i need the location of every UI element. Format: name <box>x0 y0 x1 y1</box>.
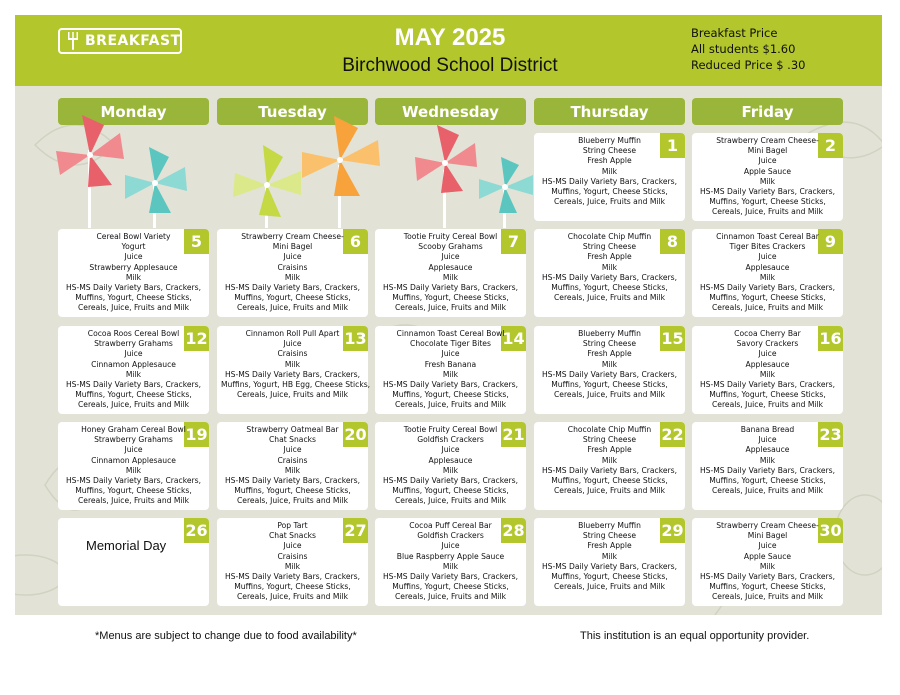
menu-list <box>538 136 681 207</box>
menu-item: String Cheese <box>582 339 637 349</box>
menu-item: Muffins, Yogurt, Cheese Sticks, <box>709 582 826 592</box>
menu-item: Strawberry Cream Cheese- <box>716 136 819 145</box>
menu-item: Cereals, Juice, Fruits and Milk <box>711 486 824 496</box>
menu-list <box>538 232 681 303</box>
day-cell-tuesday <box>217 229 368 317</box>
date-badge: 30 <box>818 518 843 543</box>
menu-item: Milk <box>284 465 301 475</box>
menu-item: Strawberry Grahams <box>94 435 173 445</box>
menu-item: Cereals, Juice, Fruits and Milk <box>711 400 824 410</box>
menu-item: HS-MS Daily Variety Bars, Crackers, <box>224 572 361 582</box>
menu-item: Mini Bagel <box>747 146 788 156</box>
date-badge: 2 <box>818 133 843 158</box>
date-badge: 21 <box>501 422 526 447</box>
menu-item: Muffins, Yogurt, Cheese Sticks, <box>392 582 509 592</box>
menu-item: Chocolate Chip Muffin <box>567 425 652 434</box>
menu-item: Muffins, Yogurt, Cheese Sticks, <box>709 197 826 207</box>
menu-item: Cereals, Juice, Fruits and Milk <box>553 486 666 496</box>
menu-item: Mini Bagel <box>272 242 313 252</box>
pinwheel-icon <box>56 115 124 228</box>
menu-item: String Cheese <box>582 531 637 541</box>
menu-item: Juice <box>441 541 460 551</box>
menu-item: Cereals, Juice, Fruits and Milk <box>236 496 349 506</box>
menu-item: Muffins, Yogurt, Cheese Sticks, <box>709 390 826 400</box>
menu-item: Chat Snacks <box>269 531 316 541</box>
menu-item: Muffins, Yogurt, Cheese Sticks, <box>709 476 826 486</box>
menu-item: Cocoa Puff Cereal Bar <box>409 521 492 530</box>
menu-item: Juice <box>758 541 777 551</box>
date-badge: 16 <box>818 326 843 351</box>
menu-item: Apple Sauce <box>743 551 792 561</box>
menu-item: HS-MS Daily Variety Bars, Crackers, <box>382 572 519 582</box>
menu-item: Applesauce <box>428 262 473 272</box>
pinwheel-icon <box>233 145 301 228</box>
menu-item: Muffins, Yogurt, Cheese Sticks, <box>75 486 192 496</box>
menu-item: HS-MS Daily Variety Bars, Crackers, <box>65 476 202 486</box>
menu-item: Tootie Fruity Cereal Bowl <box>403 232 498 241</box>
day-cell-thursday <box>534 518 685 606</box>
menu-item: Mini Bagel <box>747 531 788 541</box>
menu-item: Scooby Grahams <box>418 242 483 252</box>
menu-item: Fresh Apple <box>587 541 632 551</box>
menu-item: Muffins, Yogurt, Cheese Sticks, <box>392 390 509 400</box>
day-header-wednesday: Wednesday <box>375 98 526 125</box>
date-badge: 23 <box>818 422 843 447</box>
menu-item: Cereal Bowl Variety <box>96 232 171 241</box>
menu-item: Cereals, Juice, Fruits and Milk <box>236 303 349 313</box>
menu-item: Goldfish Crackers <box>417 435 484 445</box>
menu-item: Cereals, Juice, Fruits and Milk <box>711 303 824 313</box>
day-header-tuesday: Tuesday <box>217 98 368 125</box>
menu-item: HS-MS Daily Variety Bars, Crackers, <box>65 283 202 293</box>
menu-item: Blueberry Muffin <box>578 329 641 338</box>
menu-item: Muffins, Yogurt, Cheese Sticks, <box>551 187 668 197</box>
menu-item: Cereals, Juice, Fruits and Milk <box>553 582 666 592</box>
menu-item: Cereals, Juice, Fruits and Milk <box>77 303 190 313</box>
menu-item: Craisins <box>277 455 308 465</box>
day-cell-tuesday <box>217 518 368 606</box>
menu-item: Juice <box>283 252 302 262</box>
menu-item: Yogurt <box>121 242 146 252</box>
menu-item: HS-MS Daily Variety Bars, Crackers, <box>541 272 678 282</box>
menu-list <box>696 232 839 314</box>
menu-item: Muffins, Yogurt, Cheese Sticks, <box>75 293 192 303</box>
menu-item: Juice <box>441 252 460 262</box>
menu-item: Blueberry Muffin <box>578 136 641 145</box>
menu-item: Banana Bread <box>740 425 795 434</box>
menu-item: Cinnamon Applesauce <box>91 359 176 369</box>
menu-item: Muffins, Yogurt, Cheese Sticks, <box>75 390 192 400</box>
menu-item: Blue Raspberry Apple Sauce <box>396 551 505 561</box>
day-cell-tuesday <box>217 422 368 510</box>
pinwheel-decoration <box>15 15 535 231</box>
menu-item: Fresh Apple <box>587 349 632 359</box>
menu-item: Fresh Apple <box>587 156 632 166</box>
day-cell-thursday <box>534 229 685 317</box>
menu-list <box>62 329 205 411</box>
day-cell-monday <box>58 518 209 606</box>
menu-item: HS-MS Daily Variety Bars, Crackers, <box>382 283 519 293</box>
menu-item: Muffins, Yogurt, Cheese Sticks, <box>392 293 509 303</box>
date-badge: 5 <box>184 229 209 254</box>
menu-item: Cinnamon Toast Cereal Bowl <box>396 329 505 338</box>
menu-item: Juice <box>758 156 777 166</box>
menu-item: Milk <box>125 272 142 282</box>
menu-item: HS-MS Daily Variety Bars, Crackers, <box>541 176 678 186</box>
menu-item: HS-MS Daily Variety Bars, Crackers, <box>541 465 678 475</box>
menu-item: Milk <box>601 455 618 465</box>
menu-list <box>538 521 681 592</box>
menu-item: Muffins, Yogurt, Cheese Sticks, <box>551 380 668 390</box>
menu-item: Cereals, Juice, Fruits and Milk <box>394 496 507 506</box>
menu-item: HS-MS Daily Variety Bars, Crackers, <box>382 380 519 390</box>
menu-item: Juice <box>441 445 460 455</box>
day-cell-friday <box>692 518 843 606</box>
menu-item: Cereals, Juice, Fruits and Milk <box>553 390 666 400</box>
menu-list <box>379 425 522 507</box>
menu-item: Cocoa Cherry Bar <box>734 329 801 338</box>
pinwheel-icon <box>479 157 533 228</box>
menu-item: Milk <box>442 272 459 282</box>
menu-item: Chocolate Chip Muffin <box>567 232 652 241</box>
date-badge: 9 <box>818 229 843 254</box>
menu-item: Cocoa Roos Cereal Bowl <box>87 329 180 338</box>
date-badge: 6 <box>343 229 368 254</box>
menu-list <box>696 136 839 218</box>
menu-list <box>221 521 364 603</box>
menu-item: Fresh Banana <box>424 359 477 369</box>
menu-item: Applesauce <box>745 445 790 455</box>
menu-list <box>221 425 364 507</box>
date-badge: 20 <box>343 422 368 447</box>
menu-item: Applesauce <box>745 359 790 369</box>
menu-item: Milk <box>759 176 776 186</box>
menu-item: Cereals, Juice, Fruits and Milk <box>236 592 349 602</box>
menu-item: Milk <box>284 359 301 369</box>
menu-list <box>379 232 522 314</box>
menu-item: Tootie Fruity Cereal Bowl <box>403 425 498 434</box>
menu-list <box>221 232 364 314</box>
footer-disclaimer: *Menus are subject to change due to food availability* <box>95 630 357 642</box>
menu-item: Muffins, Yogurt, Cheese Sticks, <box>392 486 509 496</box>
menu-item: Muffins, Yogurt, Cheese Sticks, <box>234 293 351 303</box>
menu-item: Fresh Apple <box>587 252 632 262</box>
date-badge: 27 <box>343 518 368 543</box>
menu-item: Milk <box>284 561 301 571</box>
menu-calendar <box>15 15 882 615</box>
menu-list <box>62 425 205 507</box>
menu-item: Juice <box>441 349 460 359</box>
menu-item: Savory Crackers <box>736 339 799 349</box>
menu-item: HS-MS Daily Variety Bars, Crackers, <box>541 561 678 571</box>
menu-item: Cereals, Juice, Fruits and Milk <box>77 400 190 410</box>
menu-item: Muffins, Yogurt, Cheese Sticks, <box>234 486 351 496</box>
menu-item: Strawberry Cream Cheese- <box>716 521 819 530</box>
menu-item: Muffins, Yogurt, Cheese Sticks, <box>551 283 668 293</box>
date-badge: 22 <box>660 422 685 447</box>
menu-item: Chocolate Tiger Bites <box>410 339 491 349</box>
menu-item: Strawberry Oatmeal Bar <box>246 425 339 434</box>
menu-item: Milk <box>442 561 459 571</box>
menu-item: Milk <box>759 272 776 282</box>
menu-item: Strawberry Applesauce <box>89 262 178 272</box>
price-info <box>691 25 871 73</box>
menu-item: Craisins <box>277 349 308 359</box>
menu-item: Milk <box>759 455 776 465</box>
menu-item: Cereals, Juice, Fruits and Milk <box>236 390 349 400</box>
menu-item: Milk <box>759 369 776 379</box>
menu-item: Cereals, Juice, Fruits and Milk <box>711 207 824 217</box>
menu-list <box>696 329 839 411</box>
menu-item: Juice <box>124 252 143 262</box>
date-badge: 13 <box>343 326 368 351</box>
day-cell-friday <box>692 326 843 414</box>
menu-item: Cereals, Juice, Fruits and Milk <box>553 293 666 303</box>
menu-item: Milk <box>442 465 459 475</box>
menu-item: Fresh Apple <box>587 445 632 455</box>
menu-item: Milk <box>759 561 776 571</box>
day-cell-monday <box>58 229 209 317</box>
menu-list <box>538 329 681 400</box>
menu-item: Juice <box>124 445 143 455</box>
pinwheel-icon <box>415 125 477 228</box>
menu-item: Juice <box>758 435 777 445</box>
price-line: Breakfast Price <box>691 26 778 40</box>
menu-item: Juice <box>283 541 302 551</box>
day-header-monday: Monday <box>58 98 209 125</box>
menu-item: Milk <box>601 551 618 561</box>
price-line: All students $1.60 <box>691 42 796 56</box>
menu-list <box>538 425 681 496</box>
date-badge: 12 <box>184 326 209 351</box>
day-cell-monday <box>58 422 209 510</box>
day-cell-wednesday <box>375 422 526 510</box>
day-cell-thursday <box>534 326 685 414</box>
pinwheel-icon <box>302 116 380 228</box>
day-header-friday: Friday <box>692 98 843 125</box>
menu-item: Muffins, Yogurt, Cheese Sticks, <box>551 572 668 582</box>
menu-item: Applesauce <box>745 262 790 272</box>
date-badge: 15 <box>660 326 685 351</box>
day-cell-friday <box>692 229 843 317</box>
day-cell-monday <box>58 326 209 414</box>
menu-item: Juice <box>758 252 777 262</box>
menu-list <box>62 232 205 314</box>
menu-item: HS-MS Daily Variety Bars, Crackers, <box>224 476 361 486</box>
menu-item: HS-MS Daily Variety Bars, Crackers, <box>382 476 519 486</box>
menu-item: Milk <box>284 272 301 282</box>
date-badge: 26 <box>184 518 209 543</box>
logo-label: BREAKFAST <box>85 33 181 49</box>
menu-item: Muffins, Yogurt, Cheese Sticks, <box>709 293 826 303</box>
menu-item: Blueberry Muffin <box>578 521 641 530</box>
price-line: Reduced Price $ .30 <box>691 58 806 72</box>
day-cell-wednesday <box>375 326 526 414</box>
day-cell-tuesday <box>217 326 371 414</box>
menu-item: Cereals, Juice, Fruits and Milk <box>394 592 507 602</box>
date-badge: 19 <box>184 422 209 447</box>
menu-item: Strawberry Cream Cheese- <box>241 232 344 241</box>
day-cell-wednesday <box>375 518 526 606</box>
menu-item: HS-MS Daily Variety Bars, Crackers, <box>699 572 836 582</box>
page-title: MAY 2025 <box>394 24 506 51</box>
day-header-thursday: Thursday <box>534 98 685 125</box>
menu-item: String Cheese <box>582 146 637 156</box>
menu-item: Juice <box>283 445 302 455</box>
menu-item: Cereals, Juice, Fruits and Milk <box>394 303 507 313</box>
pinwheel-icon <box>125 147 187 228</box>
menu-item: Craisins <box>277 551 308 561</box>
holiday-label: Memorial Day <box>86 538 167 553</box>
menu-item: Cinnamon Roll Pull Apart <box>245 329 340 338</box>
day-cell-friday <box>692 133 843 221</box>
day-cell-thursday <box>534 422 685 510</box>
menu-item: Juice <box>283 339 302 349</box>
menu-item: Applesauce <box>428 455 473 465</box>
menu-item: Muffins, Yogurt, HB Egg, Cheese Sticks, <box>221 380 371 390</box>
menu-item: Muffins, Yogurt, Cheese Sticks, <box>551 476 668 486</box>
menu-list <box>379 329 522 411</box>
menu-item: Honey Graham Cereal Bowl <box>81 425 186 434</box>
menu-item: String Cheese <box>582 242 637 252</box>
menu-item: Cinnamon Applesauce <box>91 455 176 465</box>
menu-item: Milk <box>601 262 618 272</box>
menu-item: Cereals, Juice, Fruits and Milk <box>77 496 190 506</box>
menu-item: Milk <box>125 465 142 475</box>
menu-item: HS-MS Daily Variety Bars, Crackers, <box>224 369 361 379</box>
date-badge: 7 <box>501 229 526 254</box>
menu-item: HS-MS Daily Variety Bars, Crackers, <box>699 465 836 475</box>
menu-item: String Cheese <box>582 435 637 445</box>
menu-item: HS-MS Daily Variety Bars, Crackers, <box>699 187 836 197</box>
date-badge: 14 <box>501 326 526 351</box>
menu-item: Milk <box>442 369 459 379</box>
date-badge: 28 <box>501 518 526 543</box>
menu-item: Cereals, Juice, Fruits and Milk <box>553 197 666 207</box>
menu-item: Muffins, Yogurt, Cheese Sticks, <box>234 582 351 592</box>
menu-item: Apple Sauce <box>743 166 792 176</box>
date-badge: 1 <box>660 133 685 158</box>
menu-item: HS-MS Daily Variety Bars, Crackers, <box>65 380 202 390</box>
menu-item: HS-MS Daily Variety Bars, Crackers, <box>541 369 678 379</box>
footer-equal-opportunity: This institution is an equal opportunity provider. <box>580 630 810 642</box>
menu-item: HS-MS Daily Variety Bars, Crackers, <box>699 380 836 390</box>
menu-item: Juice <box>124 349 143 359</box>
day-cell-friday <box>692 422 843 510</box>
menu-item: Pop Tart <box>277 521 308 530</box>
menu-item: Strawberry Grahams <box>94 339 173 349</box>
day-cell-wednesday <box>375 229 526 317</box>
menu-item: Tiger Bites Crackers <box>729 242 806 252</box>
day-cell-thursday <box>534 133 685 221</box>
menu-item: Cinnamon Toast Cereal Bar <box>716 232 819 241</box>
menu-item: Milk <box>601 166 618 176</box>
menu-list <box>379 521 522 603</box>
menu-list <box>696 521 839 603</box>
date-badge: 29 <box>660 518 685 543</box>
menu-item: Juice <box>758 349 777 359</box>
menu-item: Cereals, Juice, Fruits and Milk <box>394 400 507 410</box>
menu-item: Chat Snacks <box>269 435 316 445</box>
menu-item: Goldfish Crackers <box>417 531 484 541</box>
menu-item: Milk <box>601 359 618 369</box>
menu-list <box>221 329 371 400</box>
menu-item: Craisins <box>277 262 308 272</box>
page-subtitle: Birchwood School District <box>342 55 558 76</box>
menu-item: Milk <box>125 369 142 379</box>
menu-item: HS-MS Daily Variety Bars, Crackers, <box>699 283 836 293</box>
menu-item: HS-MS Daily Variety Bars, Crackers, <box>224 283 361 293</box>
menu-list <box>696 425 839 496</box>
date-badge: 8 <box>660 229 685 254</box>
menu-item: Cereals, Juice, Fruits and Milk <box>711 592 824 602</box>
